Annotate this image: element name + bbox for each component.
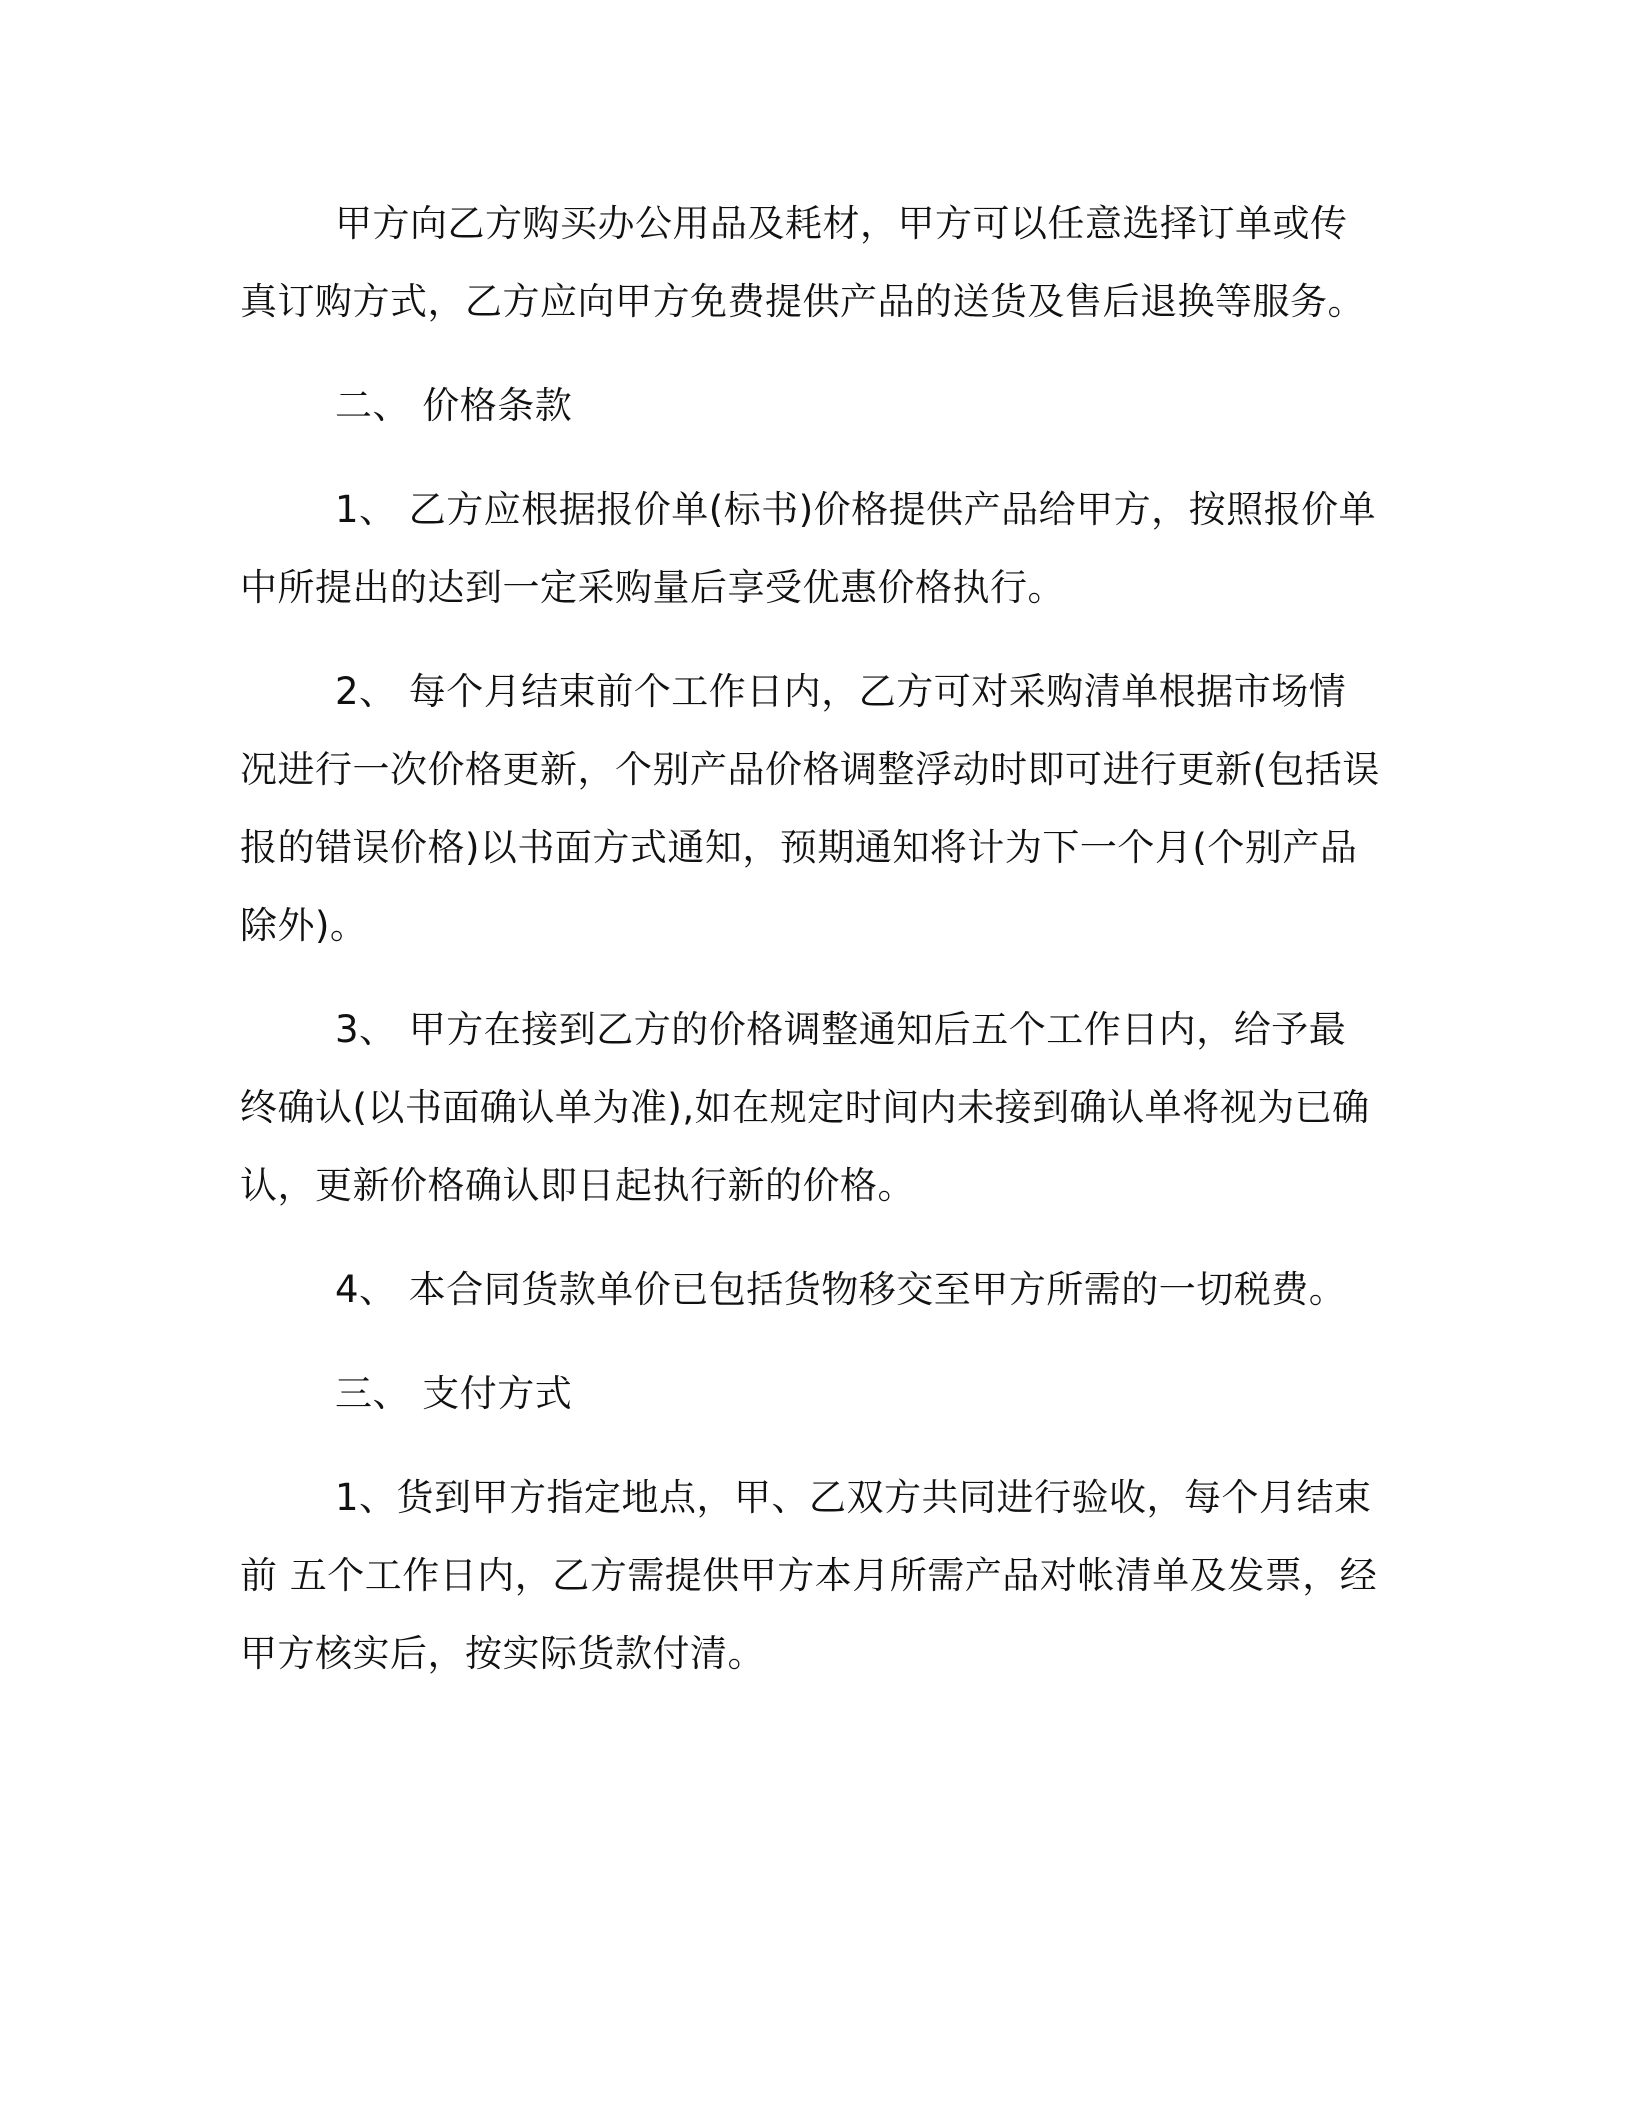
price-term-1: 1、 乙方应根据报价单(标书)价格提供产品给甲方，按照报价单中所提出的达到一定采购量后享受优惠价格执行。 (240, 488, 1377, 609)
payment-term-1: 1、货到甲方指定地点，甲、乙双方共同进行验收，每个月结束前 五个工作日内，乙方需提供甲方本月所需产品对帐清单及发票，经甲方核实后，按实际货款付清。 (240, 1476, 1378, 1675)
price-term-2: 2、 每个月结束前个工作日内，乙方可对采购清单根据市场情况进行一次价格更新，个别产品价格调整浮动时即可进行更新(包括误报的错误价格)以书面方式通知，预期通知将计为下一个月(个别产品除外)。 (240, 670, 1380, 947)
price-term-4: 4、 本合同货款单价已包括货物移交至甲方所需的一切税费。 (335, 1268, 1347, 1311)
price-term-3: 3、 甲方在接到乙方的价格调整通知后五个工作日内，给予最终确认(以书面确认单为准),如在规定时间内未接到确认单将视为已确认，更新价格确认即日起执行新的价格。 (240, 1008, 1370, 1207)
section-heading-payment: 三、 支付方式 (335, 1372, 573, 1415)
document-body (240, 185, 1380, 1693)
section-heading-price-terms: 二、 价格条款 (335, 384, 573, 427)
intro-paragraph: 甲方向乙方购买办公用品及耗材，甲方可以任意选择订单或传真订购方式，乙方应向甲方免费提供产品的送货及售后退换等服务。 (240, 202, 1365, 323)
